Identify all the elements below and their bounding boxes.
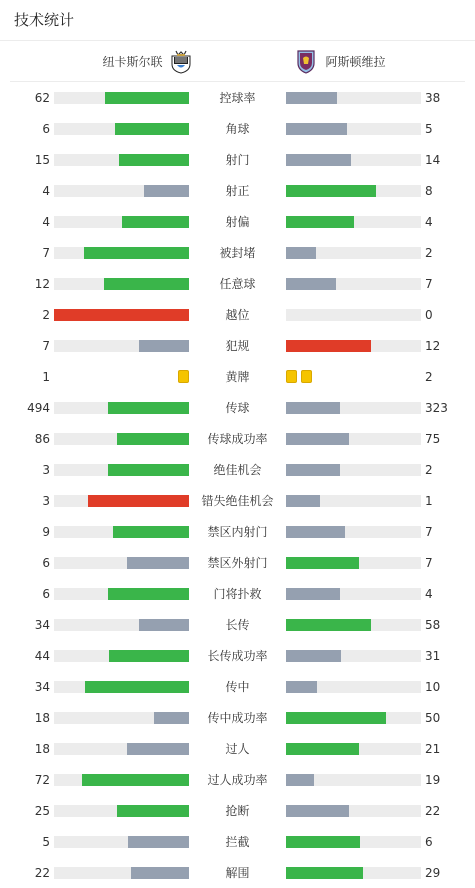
- home-bar-track: [54, 557, 189, 569]
- home-bar: [108, 588, 189, 600]
- away-value: 1: [425, 494, 433, 508]
- away-value: 8: [425, 184, 433, 198]
- away-bar: [286, 402, 340, 414]
- away-value: 10: [425, 680, 441, 694]
- away-bar-track: [286, 123, 421, 135]
- stat-row: [0, 708, 475, 728]
- stat-row: [0, 398, 475, 418]
- home-value: 5: [42, 835, 50, 849]
- away-bar-track: [286, 743, 421, 755]
- away-value: 75: [425, 432, 441, 446]
- home-bar: [122, 216, 190, 228]
- away-bar-track: [286, 464, 421, 476]
- away-bar-track: [286, 92, 421, 104]
- home-bar: [82, 774, 189, 786]
- yellow-card-icon: [301, 370, 312, 383]
- home-crest-icon: [169, 48, 193, 74]
- home-bar-track: [54, 433, 189, 445]
- away-value: 2: [425, 370, 433, 384]
- home-value: 22: [34, 866, 50, 880]
- home-bar: [127, 557, 189, 569]
- stat-label: 传球成功率: [207, 432, 268, 446]
- stat-label: 角球: [225, 122, 250, 136]
- home-bar-track: [54, 619, 189, 631]
- stat-label: 传中: [225, 680, 250, 694]
- away-bar-track: [286, 836, 421, 848]
- home-bar: [115, 123, 189, 135]
- home-bar: [117, 805, 189, 817]
- home-bar: [105, 92, 189, 104]
- away-bar: [286, 712, 386, 724]
- away-bar: [286, 774, 314, 786]
- home-bar-track: [54, 154, 189, 166]
- away-bar: [286, 619, 371, 631]
- away-bar: [286, 154, 351, 166]
- home-bar-track: [54, 278, 189, 290]
- home-bar: [85, 681, 189, 693]
- home-bar: [131, 867, 189, 879]
- away-value: 6: [425, 835, 433, 849]
- away-bar-track: [286, 340, 421, 352]
- away-bar-track: [286, 650, 421, 662]
- away-bar-track: [286, 526, 421, 538]
- stat-row: [0, 150, 475, 170]
- home-value: 494: [27, 401, 50, 415]
- away-team[interactable]: [238, 48, 466, 74]
- stat-label: 被封堵: [219, 246, 256, 260]
- home-value: 12: [34, 277, 50, 291]
- stat-label: 犯规: [225, 339, 250, 353]
- stat-row: [0, 367, 475, 387]
- stat-row: [0, 801, 475, 821]
- away-value: 2: [425, 246, 433, 260]
- stat-row: [0, 491, 475, 511]
- stat-row: [0, 770, 475, 790]
- away-bar: [286, 526, 345, 538]
- home-value: 34: [34, 618, 50, 632]
- stat-row: [0, 584, 475, 604]
- home-bar-track: [54, 805, 189, 817]
- yellow-card-icon: [286, 370, 297, 383]
- home-bar: [128, 836, 189, 848]
- away-bar: [286, 836, 360, 848]
- away-value: 0: [425, 308, 433, 322]
- stat-row: [0, 212, 475, 232]
- away-value: 31: [425, 649, 441, 663]
- away-bar-track: [286, 185, 421, 197]
- home-bar: [88, 495, 189, 507]
- home-bar-track: [54, 650, 189, 662]
- away-bar-track: [286, 805, 421, 817]
- stat-row: [0, 646, 475, 666]
- away-bar: [286, 867, 363, 879]
- away-bar: [286, 588, 340, 600]
- home-bar: [127, 743, 189, 755]
- home-value: 6: [42, 122, 50, 136]
- away-value: 7: [425, 525, 433, 539]
- stat-label: 过人: [225, 742, 250, 756]
- away-bar-track: [286, 774, 421, 786]
- stat-label: 传中成功率: [207, 711, 268, 725]
- stat-row: [0, 429, 475, 449]
- stat-label: 传球: [225, 401, 250, 415]
- stat-label: 禁区内射门: [207, 525, 268, 539]
- home-bar: [117, 433, 189, 445]
- away-bar: [286, 464, 340, 476]
- home-bar: [139, 619, 189, 631]
- away-bar-track: [286, 619, 421, 631]
- stat-label: 长传: [225, 618, 250, 632]
- stat-row: [0, 739, 475, 759]
- away-value: 4: [425, 587, 433, 601]
- home-team[interactable]: [10, 48, 238, 74]
- home-bar: [109, 650, 189, 662]
- away-bar-track: [286, 495, 421, 507]
- home-value: 18: [34, 742, 50, 756]
- home-bar: [108, 464, 189, 476]
- stat-label: 长传成功率: [207, 649, 268, 663]
- home-bar-track: [54, 495, 189, 507]
- stat-row: [0, 181, 475, 201]
- home-bar-track: [54, 402, 189, 414]
- stat-label: 绝佳机会: [213, 463, 262, 477]
- away-crest-icon: [296, 48, 320, 74]
- home-value: 7: [42, 246, 50, 260]
- home-bar: [108, 402, 189, 414]
- home-value: 72: [34, 773, 50, 787]
- home-bar: [119, 154, 189, 166]
- home-bar-track: [54, 92, 189, 104]
- stat-label: 射偏: [225, 215, 250, 229]
- away-bar: [286, 681, 317, 693]
- stat-label: 射门: [225, 153, 250, 167]
- stat-row: [0, 677, 475, 697]
- stat-row: [0, 274, 475, 294]
- home-bar-track: [54, 216, 189, 228]
- away-bar-track: [286, 309, 421, 321]
- home-value: 3: [42, 463, 50, 477]
- stat-label: 抢断: [225, 804, 250, 818]
- home-bar-track: [54, 836, 189, 848]
- away-bar: [286, 743, 359, 755]
- home-bar-track: [54, 247, 189, 259]
- teams-header: [10, 41, 465, 82]
- home-bar: [144, 185, 189, 197]
- away-bar: [286, 805, 349, 817]
- stat-row: [0, 553, 475, 573]
- away-bar: [286, 340, 371, 352]
- home-bar: [54, 309, 189, 321]
- stat-label: 解围: [225, 866, 250, 880]
- stat-label: 任意球: [219, 277, 256, 291]
- home-bar: [139, 340, 189, 352]
- stat-label: 拦截: [225, 835, 250, 849]
- home-value: 15: [34, 153, 50, 167]
- stat-label: 射正: [225, 184, 250, 198]
- away-bar: [286, 185, 376, 197]
- home-bar-track: [54, 712, 189, 724]
- away-value: 38: [425, 91, 441, 105]
- home-value: 7: [42, 339, 50, 353]
- home-bar-track: [54, 867, 189, 879]
- away-bar: [286, 123, 347, 135]
- home-value: 4: [42, 215, 50, 229]
- stat-label: 门将扑救: [213, 587, 262, 601]
- away-cards: [286, 370, 316, 384]
- home-value: 9: [42, 525, 50, 539]
- home-value: 34: [34, 680, 50, 694]
- away-value: 12: [425, 339, 441, 353]
- away-bar-track: [286, 154, 421, 166]
- away-bar: [286, 216, 354, 228]
- away-bar-track: [286, 681, 421, 693]
- away-bar-track: [286, 712, 421, 724]
- away-value: 2: [425, 463, 433, 477]
- home-bar: [104, 278, 189, 290]
- away-value: 21: [425, 742, 441, 756]
- away-value: 19: [425, 773, 441, 787]
- home-bar: [113, 526, 189, 538]
- home-bar-track: [54, 743, 189, 755]
- home-bar: [84, 247, 189, 259]
- away-bar: [286, 650, 341, 662]
- away-value: 14: [425, 153, 441, 167]
- away-bar-track: [286, 433, 421, 445]
- home-value: 18: [34, 711, 50, 725]
- home-value: 3: [42, 494, 50, 508]
- home-bar-track: [54, 309, 189, 321]
- away-value: 7: [425, 556, 433, 570]
- away-bar: [286, 433, 349, 445]
- home-value: 2: [42, 308, 50, 322]
- home-value: 25: [34, 804, 50, 818]
- away-bar: [286, 557, 359, 569]
- away-bar: [286, 278, 336, 290]
- stat-row: [0, 832, 475, 852]
- home-bar-track: [54, 123, 189, 135]
- away-bar-track: [286, 557, 421, 569]
- home-bar-track: [54, 774, 189, 786]
- home-value: 6: [42, 587, 50, 601]
- stat-label: 控球率: [219, 91, 256, 105]
- away-bar: [286, 92, 337, 104]
- away-value: 323: [425, 401, 448, 415]
- home-value: 4: [42, 184, 50, 198]
- stat-label: 黄牌: [225, 370, 250, 384]
- home-value: 6: [42, 556, 50, 570]
- stat-row: [0, 460, 475, 480]
- away-bar-track: [286, 402, 421, 414]
- away-bar-track: [286, 588, 421, 600]
- away-value: 4: [425, 215, 433, 229]
- stat-row: [0, 243, 475, 263]
- home-cards: [174, 370, 189, 384]
- home-bar-track: [54, 185, 189, 197]
- stat-row: [0, 615, 475, 635]
- home-value: 1: [42, 370, 50, 384]
- home-value: 86: [34, 432, 50, 446]
- away-value: 7: [425, 277, 433, 291]
- stat-row: [0, 305, 475, 325]
- stat-row: [0, 88, 475, 108]
- away-bar-track: [286, 247, 421, 259]
- away-bar-track: [286, 278, 421, 290]
- home-bar: [154, 712, 189, 724]
- away-bar: [286, 495, 320, 507]
- home-value: 62: [34, 91, 50, 105]
- home-bar-track: [54, 588, 189, 600]
- stat-label: 过人成功率: [207, 773, 268, 787]
- away-bar: [286, 247, 316, 259]
- away-value: 22: [425, 804, 441, 818]
- away-team-name: 阿斯顿维拉: [325, 54, 386, 69]
- stat-row: [0, 119, 475, 139]
- home-team-name: 纽卡斯尔联: [102, 54, 163, 69]
- stat-label: 错失绝佳机会: [201, 494, 274, 508]
- stat-row: [0, 522, 475, 542]
- stat-label: 禁区外射门: [207, 556, 268, 570]
- away-bar-track: [286, 216, 421, 228]
- stat-row: [0, 336, 475, 356]
- away-value: 29: [425, 866, 441, 880]
- away-value: 5: [425, 122, 433, 136]
- home-bar-track: [54, 464, 189, 476]
- stat-row: [0, 863, 475, 883]
- page-title: 技术统计: [0, 0, 475, 41]
- home-bar-track: [54, 340, 189, 352]
- away-bar-track: [286, 867, 421, 879]
- away-value: 58: [425, 618, 441, 632]
- away-value: 50: [425, 711, 441, 725]
- yellow-card-icon: [178, 370, 189, 383]
- home-bar-track: [54, 681, 189, 693]
- stat-label: 越位: [225, 308, 250, 322]
- home-bar-track: [54, 526, 189, 538]
- home-value: 44: [34, 649, 50, 663]
